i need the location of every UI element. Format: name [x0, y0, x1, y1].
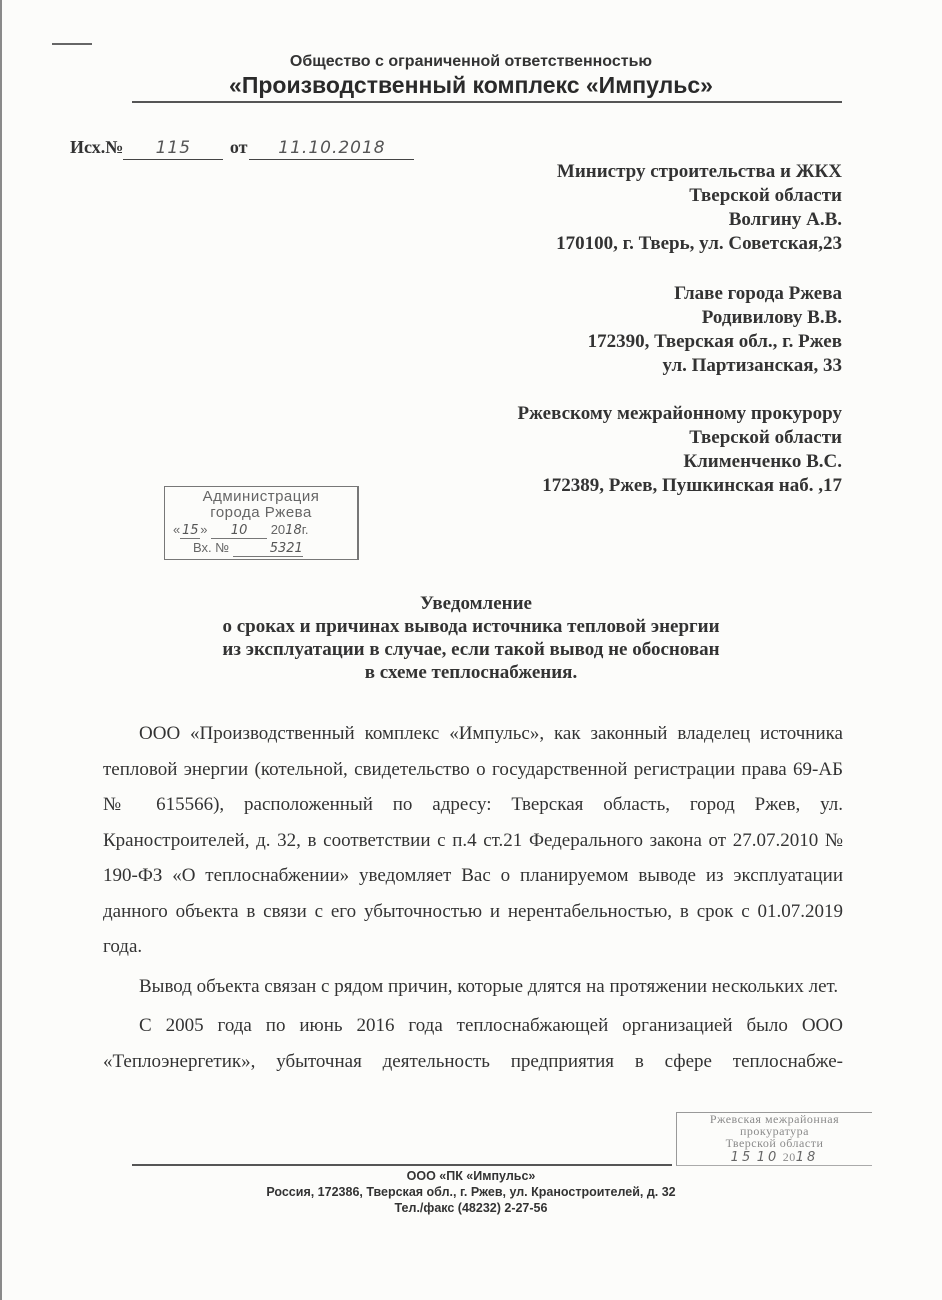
stamp-in-row [165, 539, 357, 557]
stamp-in-label: Вх. № [193, 540, 230, 555]
outgoing-reference [70, 136, 414, 160]
body-paragraph: С 2005 года по июнь 2016 года теплоснабжающей организацией было ООО «Теплоэнергетик», убыточная деятельность предприятия в сфере теплоснабже- [103, 1015, 843, 1072]
stamp-pros-line3: Тверской области [725, 1136, 824, 1150]
stamp-year-suffix: 18 [285, 523, 302, 538]
corner-mark [52, 43, 92, 45]
recipient-line: Министру строительства и ЖКХ [556, 161, 842, 182]
outgoing-date: 11.10.2018 [249, 137, 414, 160]
outgoing-number: 115 [123, 137, 223, 160]
footer-address: Россия, 172386, Тверская обл., г. Ржев, ул. Краностроителей, д. 32 [266, 1185, 676, 1199]
stamp-year-prefix: 20 [270, 522, 286, 537]
recipient-line: 170100, г. Тверь, ул. Советская,23 [556, 233, 842, 254]
title-subline: в схеме теплоснабжения. [364, 662, 578, 683]
prosecutor-received-stamp [676, 1112, 872, 1166]
stamp-org-line1: Администрация [202, 488, 320, 505]
body-paragraph: ООО «Производственный комплекс «Импульс», как законный владелец источника тепловой энергии (котельной, свидетельство о государственной регистрации права 69-АБ № 615566), расположенный по адресу: Тверская область, город Ржев, ул. Краностроителей, д. 32, в соответствии с п.4 ст.21 Федерального закона от 27.07.2010 № 190-ФЗ «О теплоснабжении» уведомляет Вас о планируемом выводе из эксплуатации данного объекта в связи с его убыточностью и нерентабельностью, в срок с 01.07.2019 года. [103, 723, 843, 957]
recipient-line: 172389, Ржев, Пушкинская наб. ,17 [542, 475, 842, 496]
stamp-date-row: « 15 » 10 2018г. [173, 522, 309, 538]
stamp-org-line2: города Ржева [210, 504, 312, 521]
stamp-pros-line1: Ржевская межрайонная [709, 1112, 840, 1126]
recipient-city-head [588, 282, 842, 378]
footer-divider [132, 1164, 672, 1166]
stamp-pros-month: 10 [756, 1150, 780, 1165]
recipient-line: Волгину А.В. [728, 209, 842, 230]
recipient-ministry [556, 160, 842, 256]
stamp-month: 10 [211, 523, 267, 539]
outgoing-label: Исх.№ [70, 137, 124, 157]
stamp-year-unit: г. [301, 522, 309, 537]
stamp-pros-year-prefix: 20 [782, 1150, 796, 1164]
header-divider [132, 101, 842, 103]
admin-received-stamp [164, 486, 359, 560]
recipient-line: Родивилову В.В. [701, 307, 842, 328]
outgoing-date-label: от [229, 137, 248, 157]
title-subline: о сроках и причинах вывода источника тепловой энергии [222, 616, 720, 637]
stamp-pros-line2: прокуратура [739, 1124, 809, 1138]
stamp-pros-date-row [677, 1149, 872, 1165]
recipient-prosecutor [518, 402, 842, 498]
title-heading: Уведомление [420, 593, 532, 614]
stamp-in-number: 5321 [233, 541, 303, 557]
stamp-pros-day: 15 [730, 1150, 754, 1165]
footer-company: ООО «ПК «Импульс» [406, 1169, 536, 1183]
title-subline: из эксплуатации в случае, если такой вывод не обоснован [222, 639, 720, 660]
stamp-pros-year-suffix: 18 [795, 1150, 819, 1165]
stamp-day: 15 [181, 523, 199, 538]
letterhead-footer [0, 1168, 942, 1216]
recipient-line: Тверской области [689, 427, 842, 448]
body-paragraph: Вывод объекта связан с рядом причин, которые длятся на протяжении нескольких лет. [139, 975, 839, 997]
recipient-line: Клименченко В.С. [683, 451, 842, 472]
recipient-line: ул. Партизанская, 33 [662, 355, 842, 376]
recipient-line: Главе города Ржева [674, 283, 842, 304]
recipient-line: 172390, Тверская обл., г. Ржев [587, 331, 842, 352]
recipient-line: Ржевскому межрайонному прокурору [517, 403, 842, 424]
document-title [0, 592, 942, 684]
footer-phone: Тел./факс (48232) 2-27-56 [394, 1201, 548, 1215]
recipient-line: Тверской области [689, 185, 842, 206]
letterhead-org-name: «Производственный комплекс «Импульс» [229, 72, 713, 98]
letterhead-org-type: Общество с ограниченной ответственностью [289, 53, 653, 70]
letter-body [103, 716, 843, 1083]
